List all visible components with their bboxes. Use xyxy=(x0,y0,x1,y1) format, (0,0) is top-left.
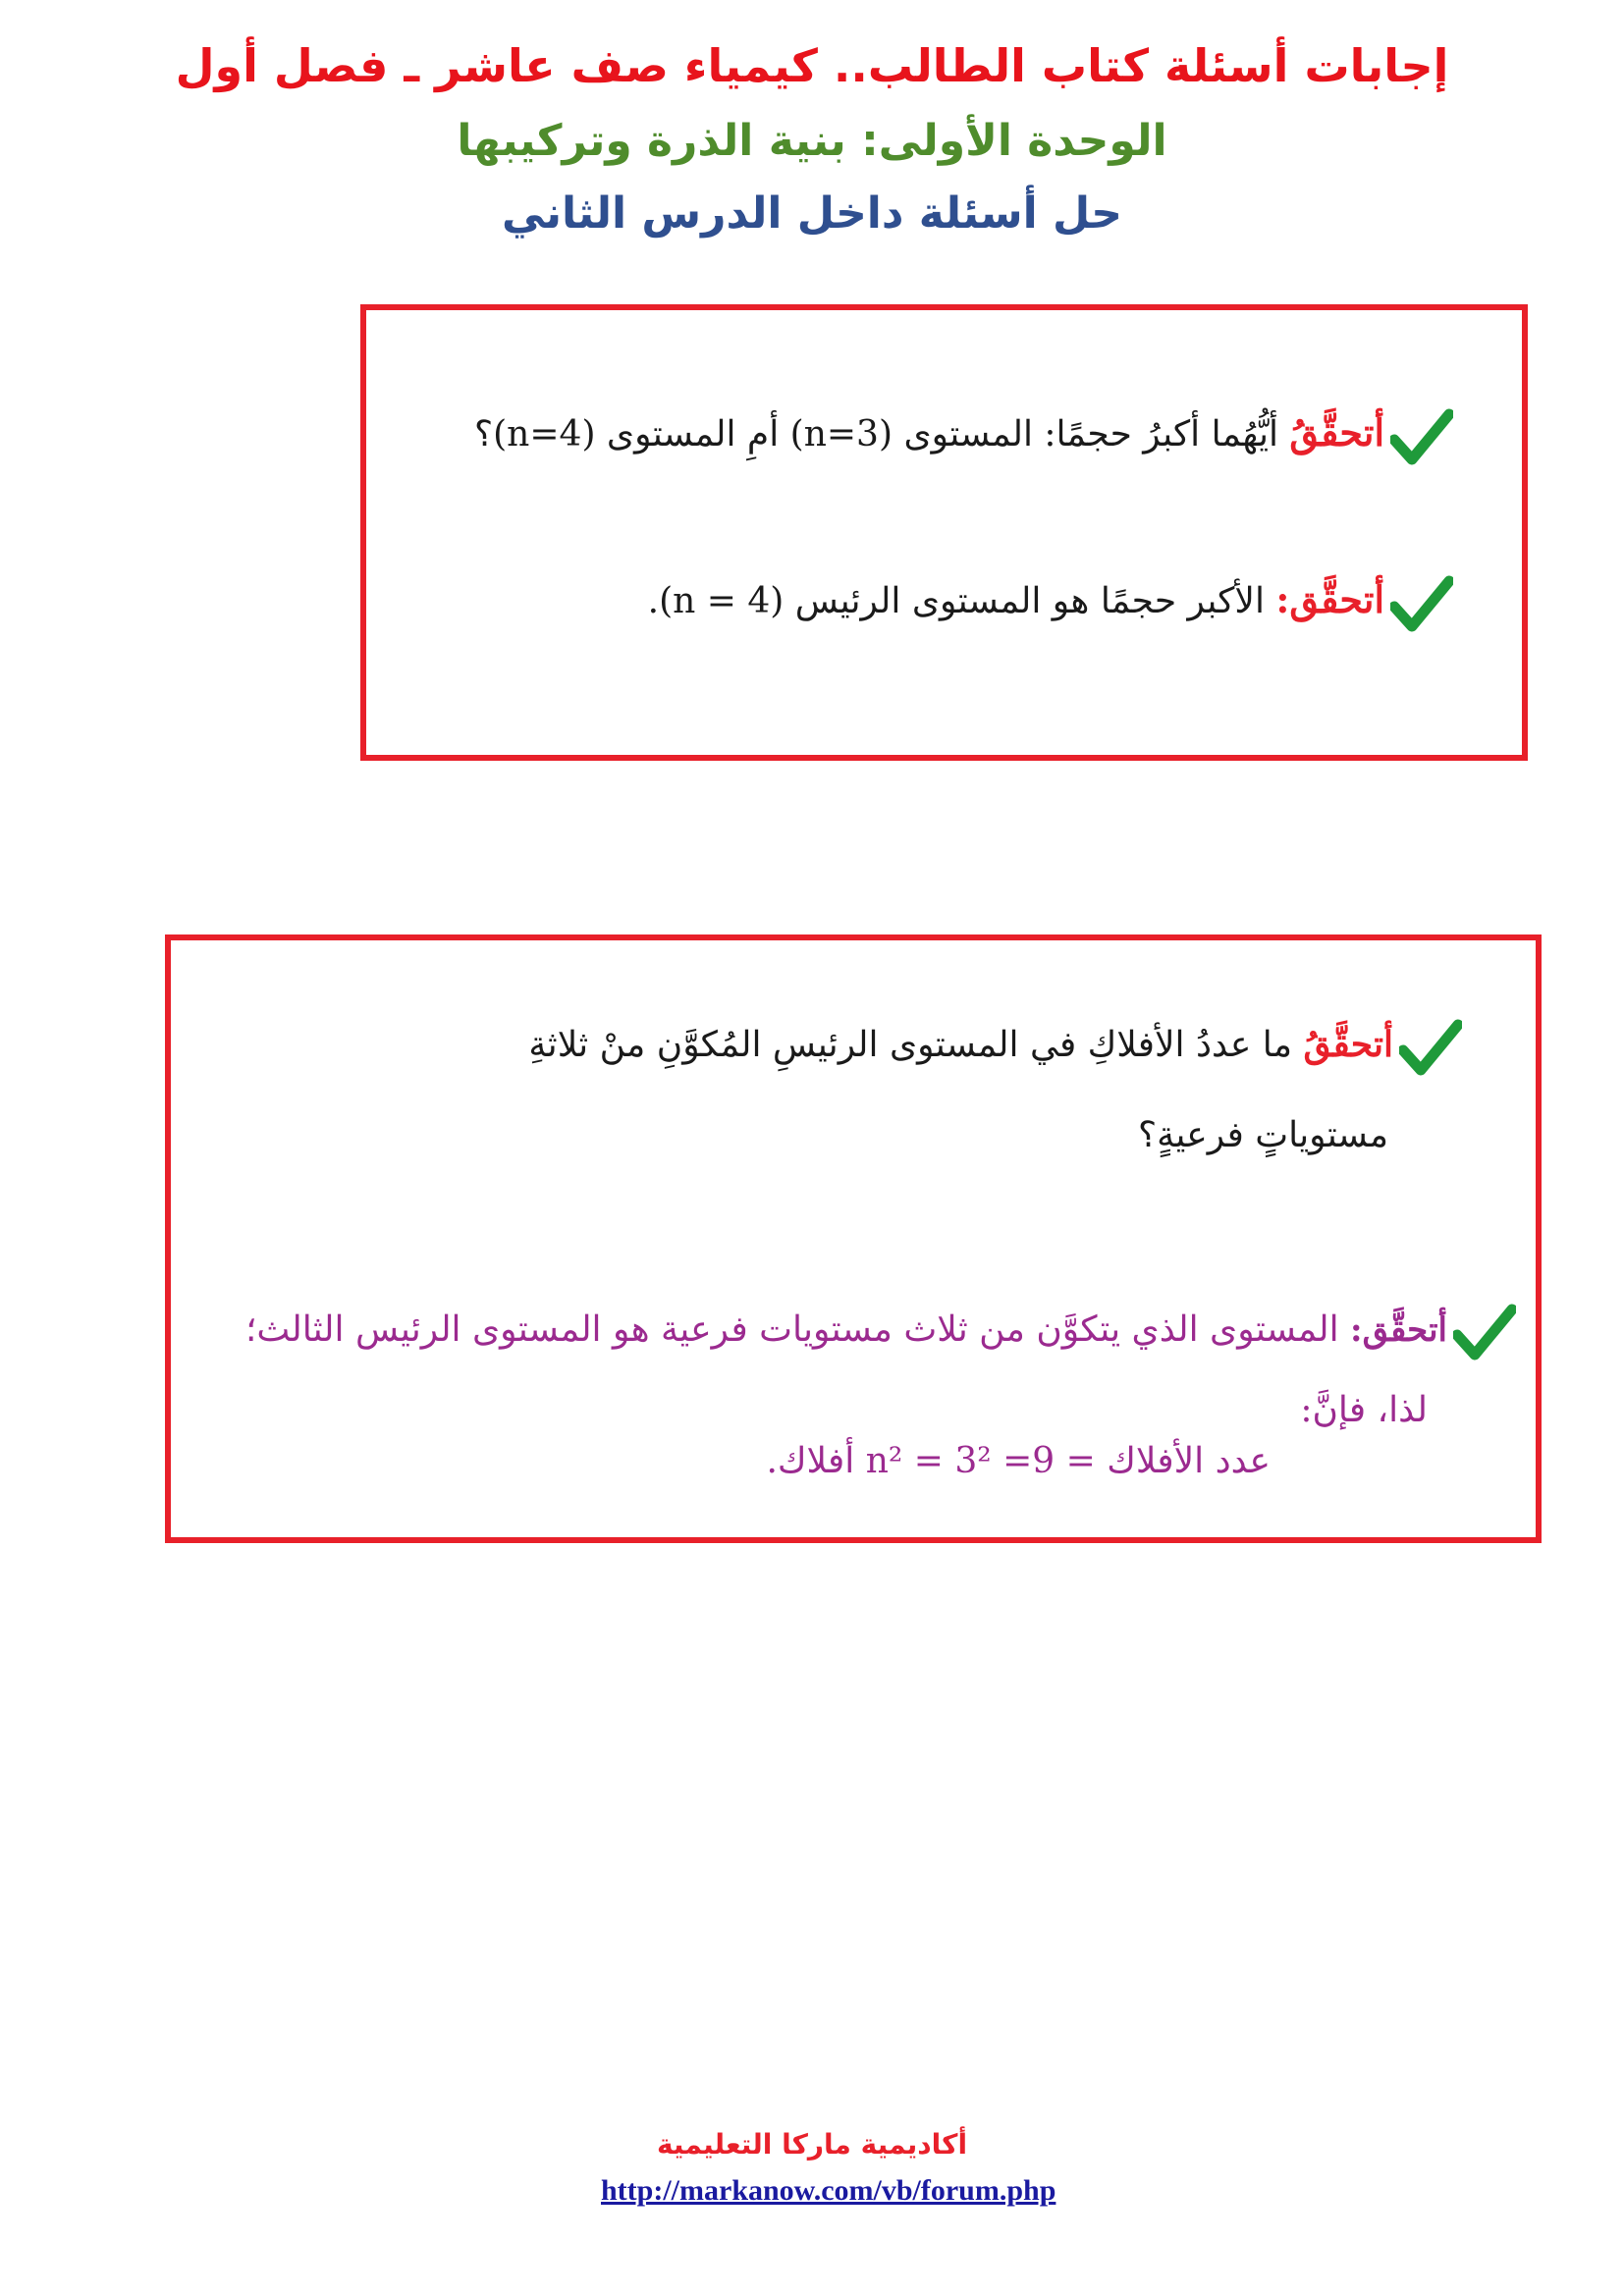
box2-question-label: أتحقَّقُ xyxy=(1303,1024,1393,1065)
unit-title: الوحدة الأولى: بنية الذرة وتركيبها xyxy=(457,116,1167,166)
box2-answer-line-1 xyxy=(245,1304,1516,1361)
question-box-1 xyxy=(360,304,1528,761)
box2-answer-label: أتحقَّق: xyxy=(1350,1310,1447,1350)
check-mark-icon xyxy=(1390,575,1453,632)
box2-answer-line-2: لذا، فإنَّ: xyxy=(1300,1390,1428,1430)
box1-answer-line xyxy=(648,575,1453,632)
box1-question-text: أيُّهُما أكبرُ حجمًا: المستوى (n=3) أمِ المستوى (n=4)؟ xyxy=(474,414,1290,454)
footer-forum-link[interactable]: http://markanow.com/vb/forum.php xyxy=(601,2174,1056,2207)
box1-answer-text: الأكبر حجمًا هو المستوى الرئيس (n = 4). xyxy=(647,581,1276,621)
lesson-title: حل أسئلة داخل الدرس الثاني xyxy=(501,188,1123,239)
check-mark-icon xyxy=(1453,1304,1516,1361)
box1-question-line xyxy=(474,408,1453,465)
box2-question-line-2: مستوياتٍ فرعيةٍ؟ xyxy=(1137,1115,1388,1155)
page-title: إجابات أسئلة كتاب الطالب.. كيمياء صف عاشر ـ فصل أول xyxy=(175,39,1449,92)
check-mark-icon xyxy=(1390,408,1453,465)
question-box-2 xyxy=(165,934,1542,1543)
box2-question-text-1: ما عددُ الأفلاكِ في المستوى الرئيسِ المُكوَّنِ منْ ثلاثةِ xyxy=(528,1025,1304,1065)
box2-answer-text-1: المستوى الذي يتكوَّن من ثلاث مستويات فرعية هو المستوى الرئيس الثالث؛ xyxy=(244,1309,1351,1350)
box2-question-line-1 xyxy=(528,1019,1462,1076)
footer-academy-name: أكاديمية ماركا التعليمية xyxy=(656,2128,968,2161)
box1-answer-label: أتحقَّق: xyxy=(1275,577,1384,621)
check-mark-icon xyxy=(1399,1019,1462,1076)
box2-answer-line-3: عدد الأفلاك = n² = 3² =9 أفلاك. xyxy=(766,1441,1271,1481)
box1-question-label: أتحقَّقُ xyxy=(1289,410,1384,454)
